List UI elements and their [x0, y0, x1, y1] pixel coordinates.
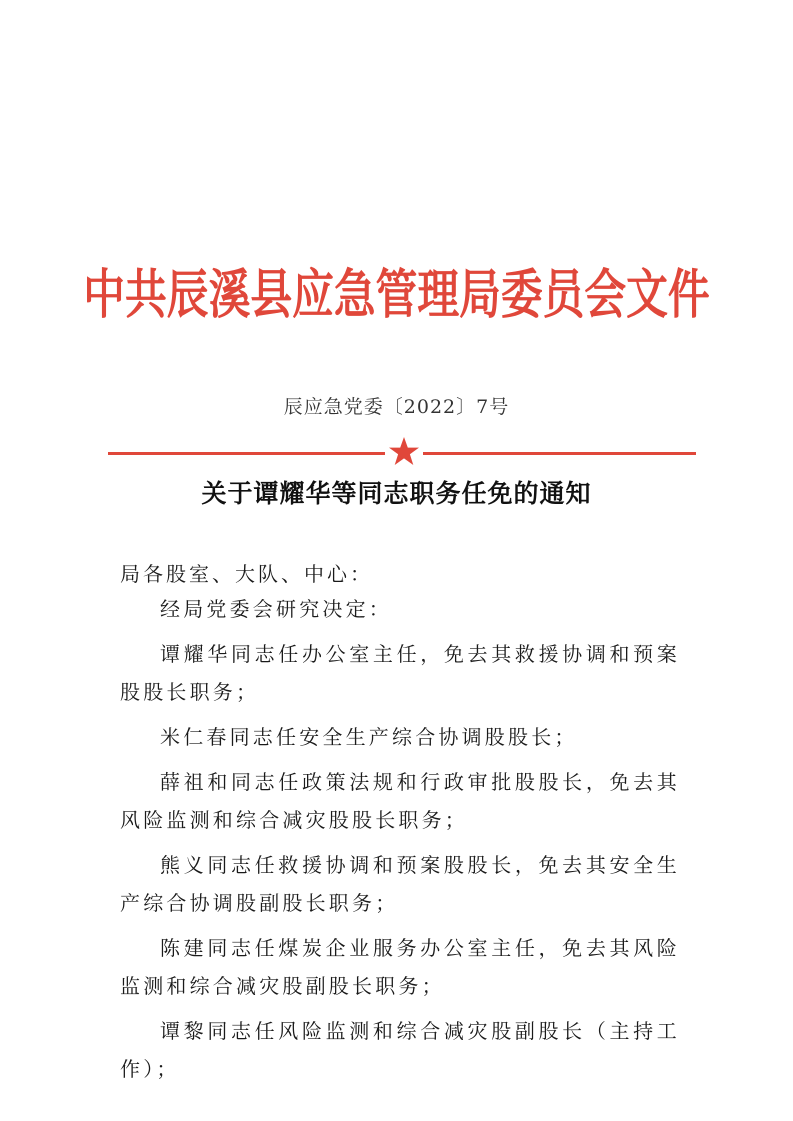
notice-title: 关于谭耀华等同志职务任免的通知	[201, 479, 592, 508]
notice-body	[120, 590, 680, 1095]
body-paragraph: 米仁春同志任安全生产综合协调股股长；	[160, 725, 578, 749]
masthead-title: 中共辰溪县应急管理局委员会文件	[83, 264, 710, 326]
red-star-icon	[388, 436, 420, 468]
body-paragraph: 薛祖和同志任政策法规和行政审批股股长，免去其风险监测和综合减灾股股长职务；	[120, 770, 680, 832]
body-paragraph: 谭黎同志任风险监测和综合减灾股副股长（主持工作）；	[120, 1019, 680, 1081]
body-paragraph: 经局党委会研究决定：	[160, 597, 392, 621]
red-divider-right	[423, 452, 696, 455]
salutation: 局各股室、大队、中心：	[120, 562, 373, 586]
document-number: 辰应急党委〔2022〕7号	[283, 396, 510, 418]
red-divider-left	[108, 452, 385, 455]
body-paragraph: 陈建同志任煤炭企业服务办公室主任，免去其风险监测和综合减灾股副股长职务；	[120, 936, 680, 998]
body-paragraph: 谭耀华同志任办公室主任，免去其救援协调和预案股股长职务；	[120, 642, 680, 704]
body-paragraph: 熊义同志任救援协调和预案股股长，免去其安全生产综合协调股副股长职务；	[120, 853, 680, 915]
